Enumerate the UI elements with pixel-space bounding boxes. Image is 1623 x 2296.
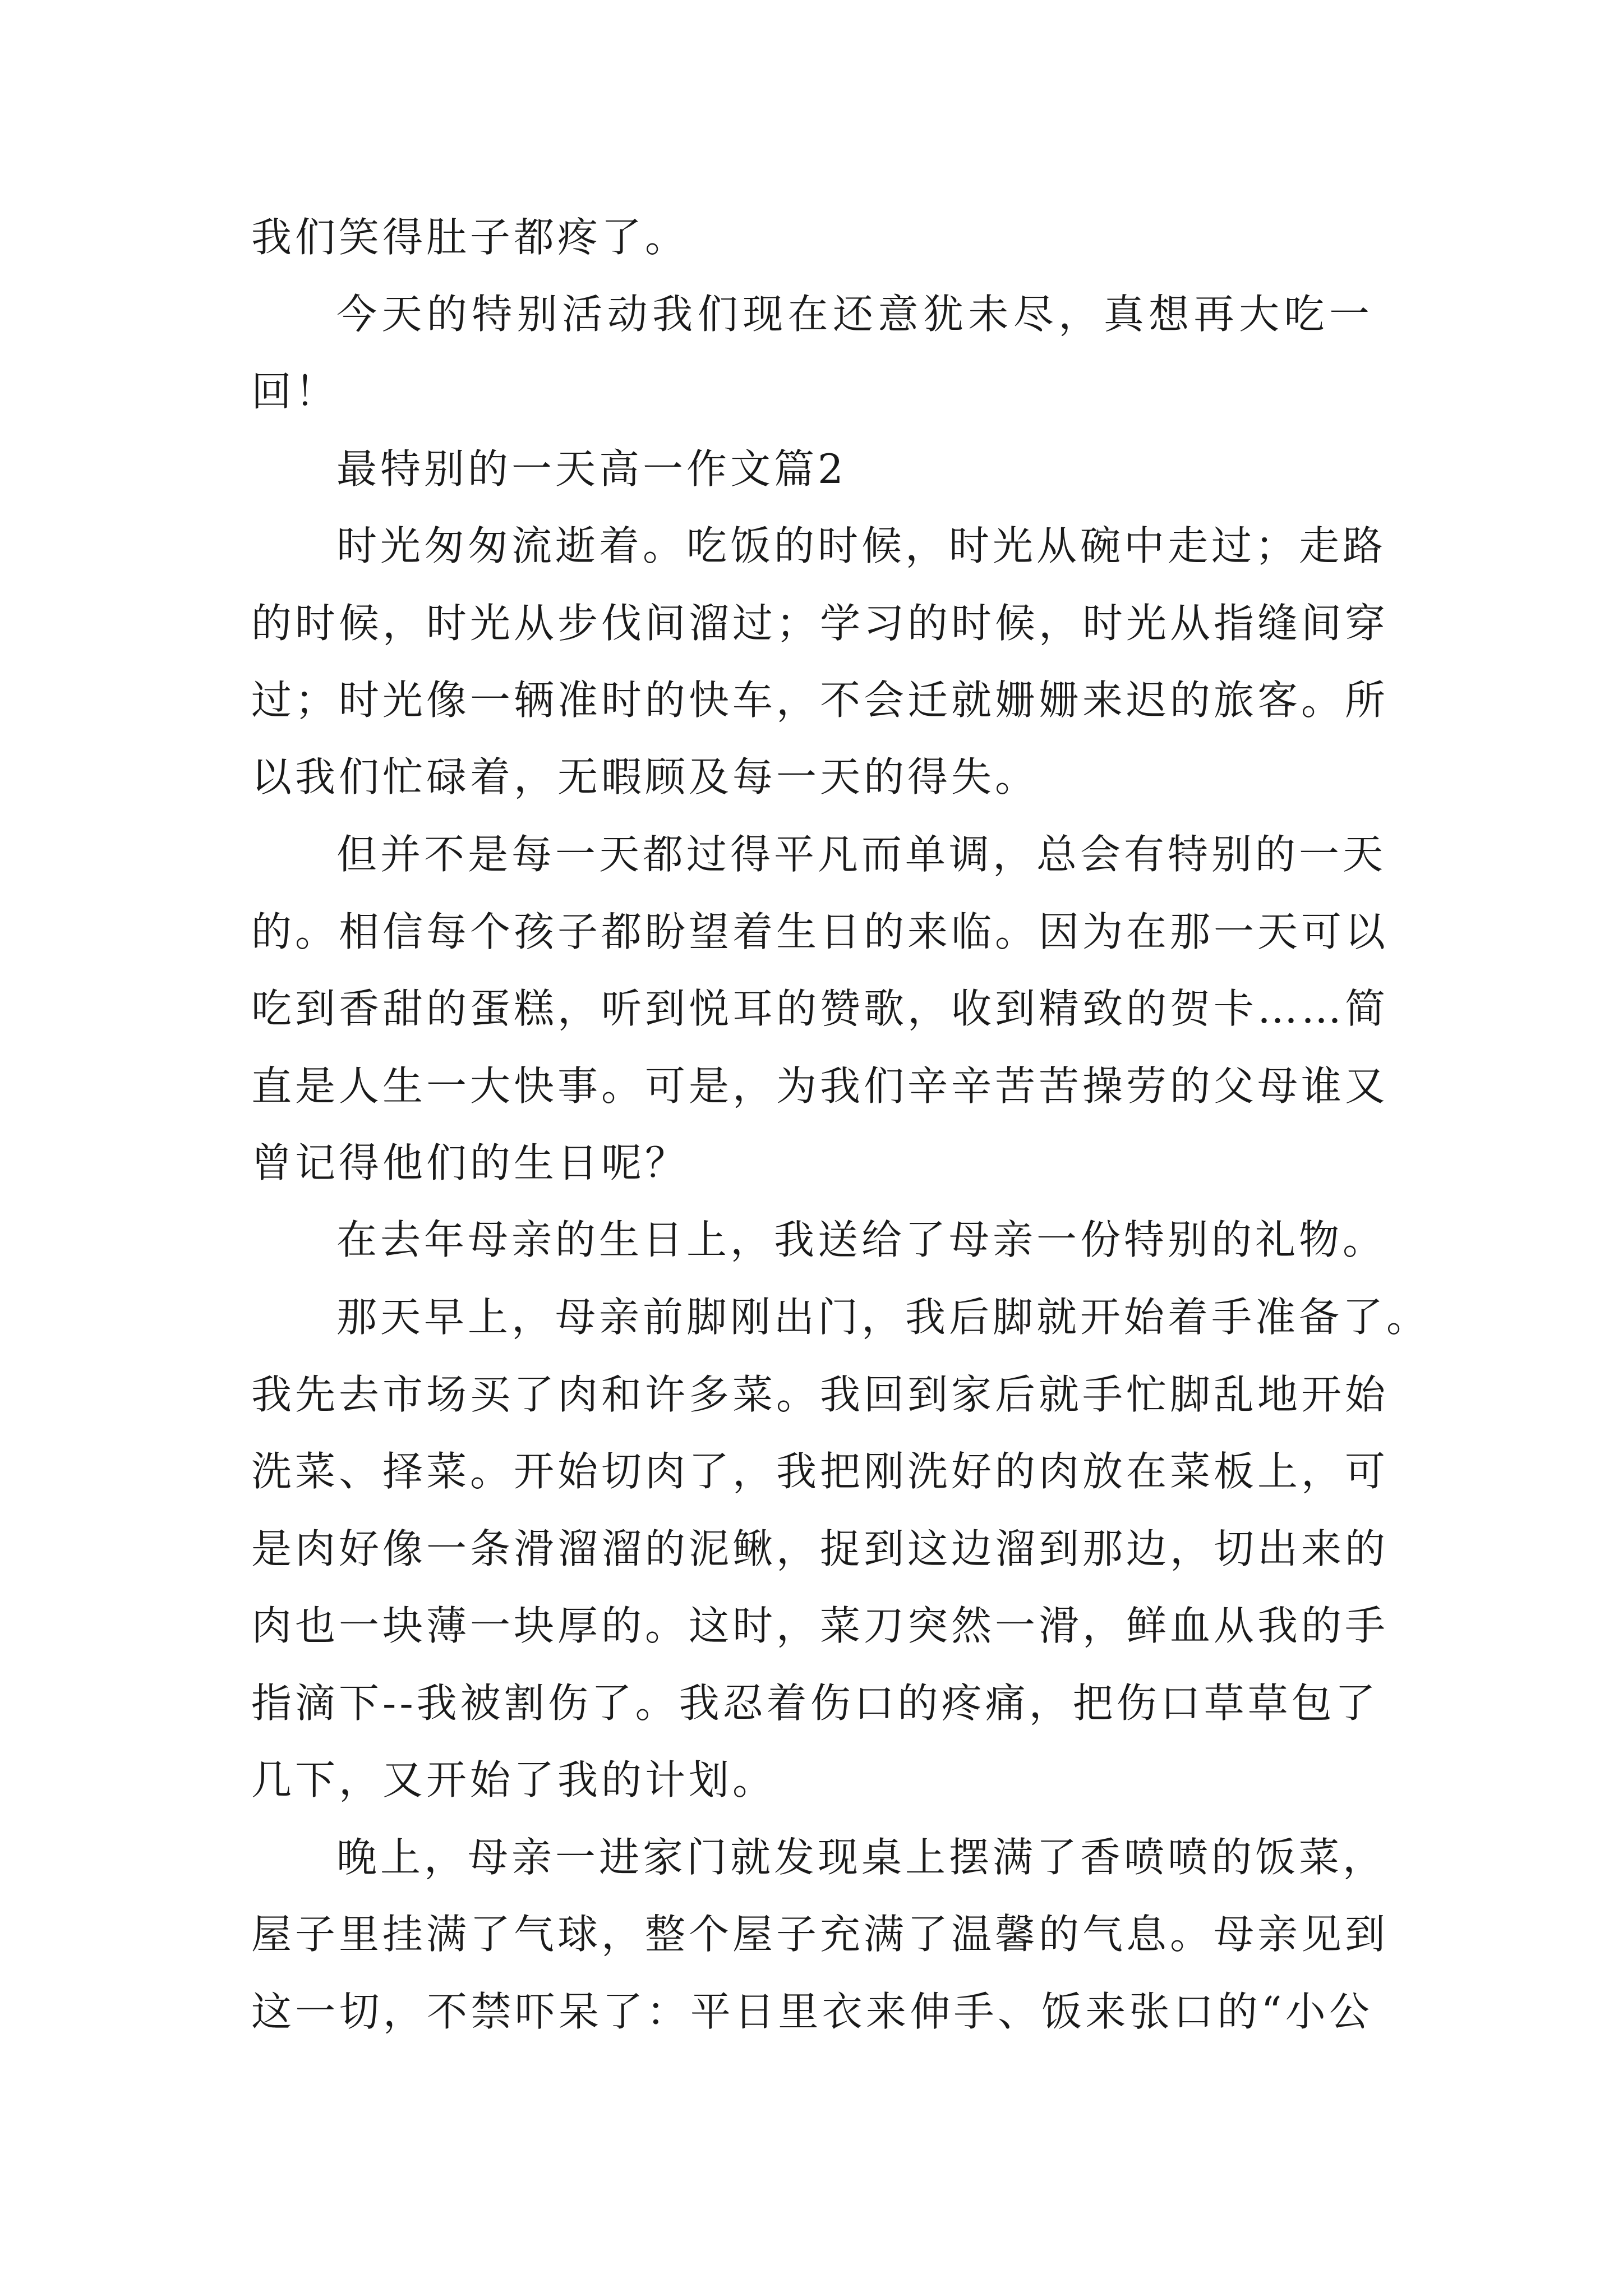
text-line: 晚上，母亲一进家门就发现桌上摆满了香喷喷的饭菜， <box>336 1834 1387 1881</box>
text-line: 但并不是每一天都过得平凡而单调，总会有特别的一天 <box>336 831 1387 878</box>
text-line: 的时候，时光从步伐间溜过；学习的时候，时光从指缝间穿 <box>251 600 1389 647</box>
text-line: 肉也一块薄一块厚的。这时，菜刀突然一滑，鲜血从我的手 <box>251 1602 1389 1649</box>
text-line: 直是人生一大快事。可是，为我们辛辛苦苦操劳的父母谁又 <box>251 1062 1389 1110</box>
text-line: 屋子里挂满了气球，整个屋子充满了温馨的气息。母亲见到 <box>251 1911 1389 1958</box>
text-line: 是肉好像一条滑溜溜的泥鳅，捉到这边溜到那边，切出来的 <box>251 1525 1389 1572</box>
text-line: 吃到香甜的蛋糕，听到悦耳的赞歌，收到精致的贺卡……简 <box>251 985 1389 1032</box>
text-line: 在去年母亲的生日上，我送给了母亲一份特别的礼物。 <box>336 1216 1387 1263</box>
text-line: 的。相信每个孩子都盼望着生日的来临。因为在那一天可以 <box>251 908 1389 955</box>
text-line: 过；时光像一辆准时的快车，不会迁就姗姗来迟的旅客。所 <box>251 677 1389 724</box>
text-line: 指滴下--我被割伤了。我忍着伤口的疼痛，把伤口草草包了 <box>251 1680 1379 1727</box>
text-line: 几下，又开始了我的计划。 <box>251 1756 777 1803</box>
section-heading: 最特别的一天高一作文篇2 <box>336 445 847 493</box>
text-line: 洗菜、择菜。开始切肉了，我把刚洗好的肉放在菜板上，可 <box>251 1448 1389 1495</box>
text-line: 这一切，不禁吓呆了：平日里衣来伸手、饭来张口的“小公 <box>251 1988 1373 2035</box>
text-line: 那天早上，母亲前脚刚出门，我后脚就开始着手准备了。 <box>336 1294 1431 1341</box>
text-line: 以我们忙碌着，无暇顾及每一天的得失。 <box>251 753 1039 800</box>
text-line: 我先去市场买了肉和许多菜。我回到家后就手忙脚乱地开始 <box>251 1371 1389 1418</box>
text-line: 时光匆匆流逝着。吃饭的时候，时光从碗中走过；走路 <box>336 522 1387 569</box>
text-line: 我们笑得肚子都疼了。 <box>251 214 689 261</box>
text-line: 回！ <box>251 368 339 415</box>
text-line: 今天的特别活动我们现在还意犹未尽，真想再大吃一 <box>336 291 1373 338</box>
text-line: 曾记得他们的生日呢？ <box>251 1139 689 1186</box>
